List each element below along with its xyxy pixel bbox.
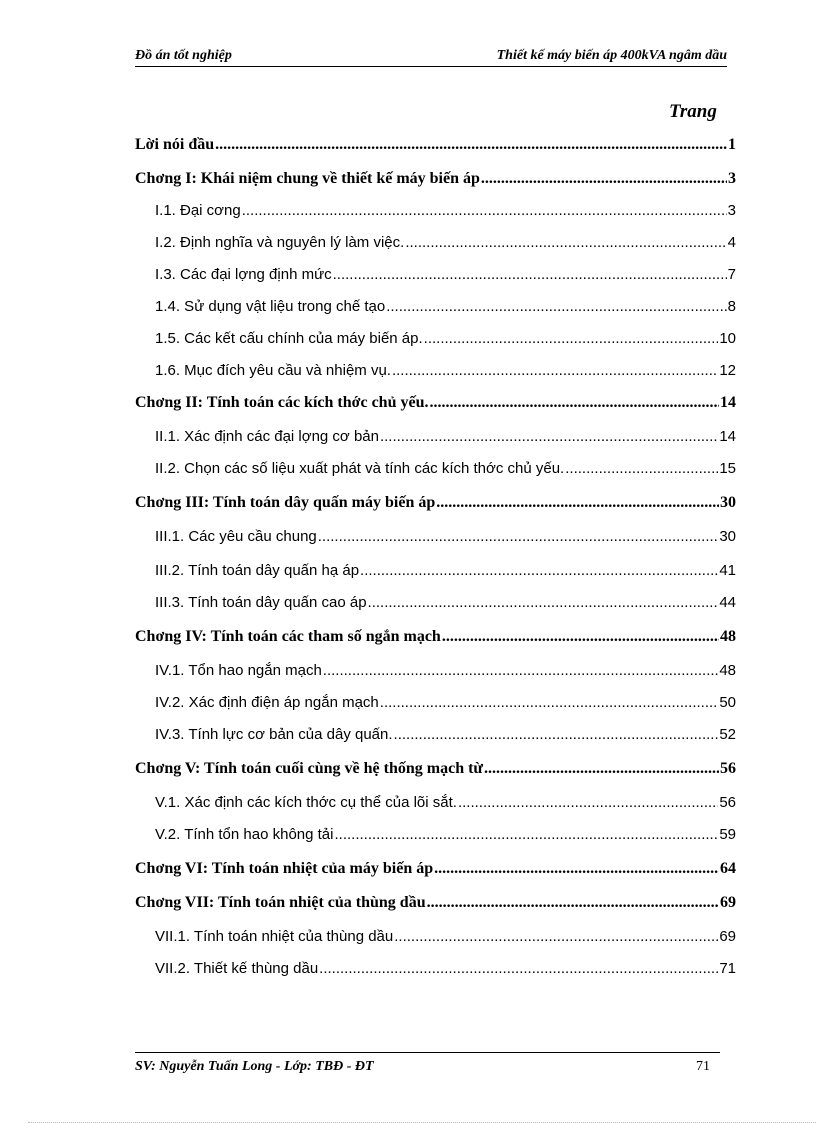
toc-entry-page-number: 48 (720, 628, 736, 645)
toc-dot-leader (458, 794, 718, 811)
toc-entry-page-number: 3 (728, 170, 736, 187)
toc-entry-label: V.2. Tính tổn hao không tải (155, 826, 334, 843)
toc-section-entry (155, 794, 736, 816)
toc-chapter-entry (135, 170, 736, 192)
toc-entry-label: V.1. Xác định các kích thớc cụ thể của lõi sắt. (155, 794, 457, 811)
toc-section-entry (155, 960, 736, 982)
toc-dot-leader (323, 662, 719, 679)
toc-section-entry (155, 330, 736, 352)
toc-entry-label: 1.4. Sử dụng vật liệu trong chế tạo (155, 298, 386, 315)
toc-entry-page-number: 52 (719, 726, 736, 743)
toc-entry-page-number: 56 (719, 794, 736, 811)
toc-chapter-entry (135, 860, 736, 882)
toc-entry-label: Chơng II: Tính toán các kích thớc chủ yếu. (135, 394, 429, 411)
toc-entry-page-number: 64 (720, 860, 736, 877)
toc-section-entry (155, 562, 736, 584)
footer-student-info: SV: Nguyễn Tuấn Long - Lớp: TBĐ - ĐT (135, 1059, 374, 1074)
toc-dot-leader (429, 394, 719, 412)
toc-dot-leader (333, 266, 727, 283)
toc-entry-page-number: 7 (727, 266, 736, 283)
toc-entry-label: Chơng IV: Tính toán các tham số ngắn mạch (135, 628, 441, 645)
toc-entry-label: Chơng I: Khái niệm chung về thiết kế máy biến áp (135, 170, 480, 187)
toc-chapter-entry (135, 394, 736, 416)
toc-section-entry (155, 826, 736, 848)
toc-entry-label: IV.1. Tổn hao ngắn mạch (155, 662, 322, 679)
toc-dot-leader (368, 594, 719, 611)
toc-dot-leader (386, 298, 726, 315)
toc-dot-leader (436, 494, 719, 512)
toc-entry-label: I.3. Các đại lợng định mức (155, 266, 332, 283)
toc-dot-leader (427, 894, 719, 912)
toc-section-entry (155, 266, 736, 288)
page-footer (135, 1052, 720, 1074)
toc-dot-leader (319, 960, 718, 977)
toc-chapter-entry (135, 894, 736, 916)
toc-section-entry (155, 460, 736, 482)
toc-dot-leader (380, 428, 718, 445)
toc-entry-page-number: 3 (727, 202, 736, 219)
toc-entry-label: III.2. Tính toán dây quấn hạ áp (155, 562, 360, 579)
toc-section-entry (155, 298, 736, 320)
toc-entry-label: I.2. Định nghĩa và nguyên lý làm việc. (155, 234, 405, 251)
toc-entry-page-number: 14 (720, 394, 736, 411)
toc-entry-label: III.3. Tính toán dây quấn cao áp (155, 594, 367, 611)
toc-entry-page-number: 10 (719, 330, 736, 347)
toc-entry-label: I.1. Đại cơng (155, 202, 241, 219)
toc-entry-page-number: 1 (728, 136, 736, 153)
toc-dot-leader (318, 528, 719, 545)
toc-dot-leader (380, 694, 719, 711)
toc-section-entry (155, 362, 736, 384)
toc-entry-label: IV.3. Tính lực cơ bản của dây quấn. (155, 726, 393, 743)
toc-dot-leader (424, 330, 719, 347)
toc-dot-leader (481, 170, 727, 188)
toc-section-entry (155, 928, 736, 950)
toc-entry-page-number: 69 (720, 894, 736, 911)
toc-entry-page-number: 8 (727, 298, 736, 315)
toc-entry-label: VII.1. Tính toán nhiệt của thùng dầu (155, 928, 394, 945)
toc-section-entry (155, 234, 736, 256)
toc-entry-page-number: 69 (719, 928, 736, 945)
toc-entry-page-number: 12 (719, 362, 736, 379)
toc-chapter-entry (135, 136, 736, 158)
toc-entry-page-number: 59 (719, 826, 736, 843)
toc-entry-page-number: 4 (727, 234, 736, 251)
toc-dot-leader (565, 460, 718, 477)
toc-entry-page-number: 15 (719, 460, 736, 477)
toc-section-entry (155, 726, 736, 748)
toc-dot-leader (394, 726, 719, 743)
toc-entry-page-number: 56 (720, 760, 736, 777)
toc-entry-label: 1.6. Mục đích yêu cầu và nhiệm vụ. (155, 362, 391, 379)
toc-dot-leader (434, 860, 719, 878)
footer-page-number: 71 (696, 1059, 710, 1074)
toc-dot-leader (405, 234, 726, 251)
toc-entry-label: Chơng V: Tính toán cuối cùng về hệ thống mạch từ (135, 760, 484, 777)
toc-entry-page-number: 71 (719, 960, 736, 977)
toc-entry-page-number: 50 (719, 694, 736, 711)
toc-chapter-entry (135, 628, 736, 650)
toc-dot-leader (392, 362, 718, 379)
toc-dot-leader (442, 628, 719, 646)
toc-chapter-entry (135, 494, 736, 516)
toc-entry-label: 1.5. Các kết cấu chính của máy biến áp. (155, 330, 423, 347)
toc-entry-page-number: 41 (719, 562, 736, 579)
toc-entry-label: Chơng VII: Tính toán nhiệt của thùng dầu (135, 894, 426, 911)
toc-dot-leader (215, 136, 727, 154)
toc-section-entry (155, 594, 736, 616)
toc-entry-label: Lời nói đầu (135, 136, 215, 153)
toc-entry-label: III.1. Các yêu cầu chung (155, 528, 317, 545)
toc-section-entry (155, 662, 736, 684)
toc-dot-leader (394, 928, 718, 945)
toc-entry-label: Chơng VI: Tính toán nhiệt của máy biến áp (135, 860, 434, 877)
toc-entry-label: II.2. Chọn các số liệu xuất phát và tính các kích thớc chủ yếu. (155, 460, 565, 477)
toc-entry-page-number: 30 (720, 494, 736, 511)
toc-entry-page-number: 14 (719, 428, 736, 445)
toc-entry-page-number: 44 (719, 594, 736, 611)
header-right-title: Thiết kế máy biến áp 400kVA ngâm dầu (496, 48, 727, 63)
toc-dot-leader (360, 562, 718, 579)
toc-entry-label: IV.2. Xác định điện áp ngắn mạch (155, 694, 379, 711)
toc-entry-page-number: 30 (719, 528, 736, 545)
toc-dot-leader (242, 202, 727, 219)
toc-section-entry (155, 694, 736, 716)
toc-dot-leader (484, 760, 719, 778)
toc-section-entry (155, 528, 736, 550)
toc-entry-label: II.1. Xác định các đại lợng cơ bản (155, 428, 379, 445)
toc-dot-leader (334, 826, 718, 843)
toc-section-entry (155, 428, 736, 450)
toc-entry-label: VII.2. Thiết kế thùng dầu (155, 960, 319, 977)
toc-entry-label: Chơng III: Tính toán dây quấn máy biến áp (135, 494, 436, 511)
toc-entry-page-number: 48 (719, 662, 736, 679)
toc-page-column-heading: Trang (669, 101, 717, 122)
toc-section-entry (155, 202, 736, 224)
header-left-title: Đồ án tốt nghiệp (135, 48, 232, 63)
toc-chapter-entry (135, 760, 736, 782)
